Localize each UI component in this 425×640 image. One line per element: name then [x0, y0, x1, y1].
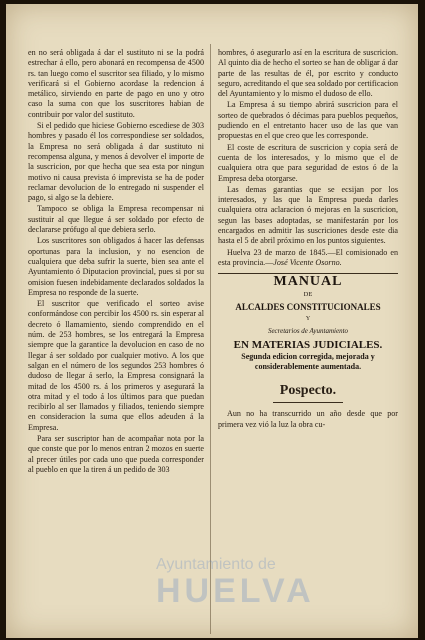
watermark-line2: HUELVA	[156, 572, 315, 610]
manual-edition: Segunda edicion corregida, mejorada y considerablemente aumentada.	[241, 352, 375, 372]
manual-en-materias: EN MATERIAS JUDICIALES.	[233, 338, 383, 351]
paragraph: Tampoco se obliga la Empresa recompensar ni sustituir al que llegue á ser soldado por efecto de declararse prófugo al que debiera serlo.	[28, 204, 204, 235]
prospecto-text: Aun no ha transcurrido un año desde que por primera vez vió la luz la obra cu-	[218, 409, 398, 429]
signature-text: Huelva 23 de marzo de 1845.—El comisionado en esta provincia.—	[218, 247, 398, 267]
paragraph: Los suscritores son obligados á hacer las defensas oportunas para la inclusion, y no esencion de cualquiera que deba sufrir la suerte, bien sea ante el Ayuntamiento ó Diputacion provincial, pues si por su omision fuesen indebidamente declarados soldados la Empresa no responde de la suerte.	[28, 236, 204, 297]
left-column	[28, 48, 204, 476]
manual-title: MANUAL	[273, 274, 343, 290]
prospecto-title: Pospecto.	[279, 383, 337, 399]
manual-y: Y	[305, 316, 311, 323]
paragraph: Las demas garantias que se ecsijan por los interesados, y las que la Empresa pueda darles cualquiera otra aclaracion ó mejoras en la suscricion, segun las bases adoptadas, se manifestarán por los encargados en admitir las suscriciones desde este dia hasta el 5 de abril próximo en los puntos siguientes.	[218, 184, 398, 246]
paragraph: El coste de escritura de suscricion y copia será de cuenta de los interesados, y lo mismo que el de cualquiera otra que para seguridad de estos ó de la Empresa deba otorgarse.	[218, 142, 398, 183]
column-divider	[210, 44, 211, 634]
paragraph: en no será obligada á dar el sustituto ni se la podrá estrechar á ello, pero abonará en recompensa de 4500 rs. tan luego como el suscritor sea filiado, y lo mismo verificará si el Gobierno acordase la redencion á metálico, sirviendo en parte de pago en uno y otro caso la suma con que los suscritores habian de contribuir por valor del sustituto.	[28, 48, 204, 119]
watermark-line1: Ayuntamiento de	[156, 556, 276, 573]
manual-subtitle: ALCALDES CONSTITUCIONALES	[235, 301, 381, 312]
manual-secretarios: Secretarios de Ayuntamiento	[267, 327, 349, 336]
paragraph: Para ser suscriptor han de acompañar nota por la que conste que por lo menos entran 2 mozos en suerte al precer útiles por cada uno que pueda corresponder al pueblo en que la tiren á un pedido de 303	[28, 433, 204, 474]
signature-line	[218, 248, 398, 269]
paragraph: La Empresa á su tiempo abrirá suscricion para el sorteo de quebrados ó décimas para pueblos pequeños, pudiendo en el entretanto hacer uso de las que van propuestas en el que creo que les corresponde.	[218, 100, 398, 141]
paragraph: Si el pedido que hiciese Gobierno escediese de 303 hombres y pasado él los correspondiese ser soldados, la Empresa no será obligada á dar sustituto ni recompensa alguna, y menos á devolver el importe de la suscricion, por que hecha que sea esta por ningun motivo ni causa prevista ó imprevista se ha de poder reclamar devolucion de lo entregado ni suspender el pago, si algo se la debiere.	[28, 121, 204, 203]
paragraph: El suscritor que verificado el sorteo avise conformándose con percibir los 4500 rs. sin esperar al decreto ó llamamiento, siendo comprendido en el núm. de 253 hombres, se los entregará la Empresa siempre que la garantice la devolucion en caso de no llegar á ser soldado por cualquier motivo. A los que salgan en el número de los segundos 253 hombres ó dudoso de llegar á serlo, la Empresa consignará la mitad de los 4500 rs. á los primeros y asegurará la otra mitad y el todo á los últimos para que puedan recibirlo al ser llamados y filiados, teniendo siempre en consideracion la suma que ellos adeuden á la Empresa.	[28, 299, 204, 432]
archive-watermark	[156, 556, 418, 608]
right-column	[218, 48, 398, 431]
signature-name: José Vicente Osorno.	[273, 257, 342, 267]
newspaper-page	[6, 4, 418, 638]
separator	[273, 402, 343, 403]
paragraph: hombres, ó asegurarlo así en la escritura de suscricion. Al quinto dia de hecho el sorteo se han de obligar á dar parte de las resultas de él, por escrito y conducto seguro, acreditando el que sea soldado por certificacion del Ayuntamiento y lo mismo el dudoso de ello.	[218, 48, 398, 99]
manual-de: DE	[303, 290, 313, 298]
manual-notice	[218, 274, 398, 372]
